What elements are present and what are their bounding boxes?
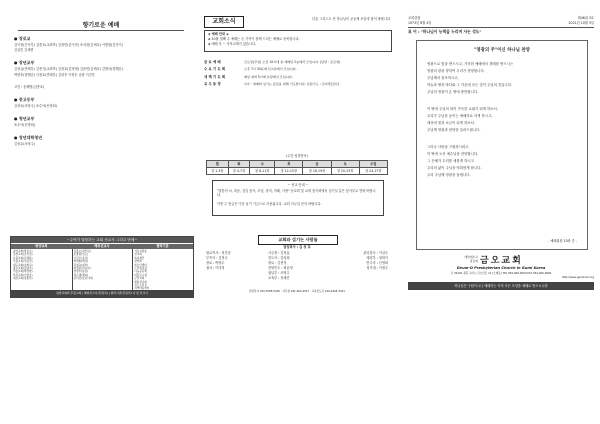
mission-column (72, 244, 134, 290)
middle-panel (204, 8, 390, 298)
news-items (204, 60, 390, 90)
schedule-day: 금 (303, 161, 331, 168)
mission-item: 동원교회(김세용) (13, 256, 33, 260)
church-name: 금오교회 (480, 256, 523, 266)
schedule-day: 화 (228, 161, 250, 168)
schedule-day: 토 (331, 161, 359, 168)
staff-rows (204, 251, 390, 281)
member-section (14, 36, 190, 52)
poem-line: 그러나 사람을 구원하시려고 (427, 145, 469, 149)
schedule-table (206, 160, 388, 175)
poem-line: 이 땅에 주님의 복이 가득한 교회가 되게 하소서. (427, 107, 498, 111)
mission-notice-line-1: "말씀의 씨, 복음, 섬김 봉사, 모임, 정의, 미래, 사랑" 선교회 및 교회 봉사회에서 섬기실 분은 봉사부로 연락 바랍니다. (217, 189, 376, 198)
staff-cell: 원로목사 : 정진강 (206, 251, 231, 255)
mission-item: 박세현(태국) (73, 260, 89, 264)
staff-cell: 찬양인도 : 최윤정 (268, 266, 293, 270)
poem-line: 주님께 영광과 찬양을 올려드립니다. (427, 128, 481, 132)
staff-title: 교회와 섬기는 사람들 (258, 235, 338, 245)
right-panel (408, 8, 594, 298)
mission-footer: 평양교회와 후원교회 | 해외선교사(후원처) | 협력기관(후원처) 다 및 선교사 (11, 290, 193, 297)
mission-item: 중앙교회(한동수) (13, 250, 33, 253)
mission-item: 김종오(필리핀) (73, 250, 91, 253)
notice-title: ◈ 예배 안내 ◈ (208, 32, 229, 36)
mission-item: 지역아동센터 (134, 287, 150, 291)
mission-banner: ~주여가 말씀하는 교회 선교사 그리고 단체~ (11, 237, 193, 243)
mission-item: 교도소선교 (134, 284, 147, 288)
member-section (14, 60, 190, 76)
staff-footer: 담임목사 010-3585-5326 · 사무실 031-463-4547 · 교육전도사 010-2265-3341 (249, 290, 345, 293)
notice-box (204, 30, 392, 52)
church-address: 우 39101 경북 구미시 금오산로 12 (오태동) TEL 054-000-0000 FAX 054-000-0000 (450, 272, 552, 275)
denomination-line-2: 장로회 (469, 258, 478, 263)
staff-cell: 교육부 : 신혜진 (268, 276, 290, 280)
mission-item: 대전교회(임종후) (13, 277, 33, 281)
poem-line: 주님께서 창조하시고, (427, 76, 459, 80)
mission-columns (11, 244, 193, 290)
bottom-banner: 하나님은 구원이시니 예배하는 자의 모든 모임을 예배로 받으시니라 (408, 282, 594, 290)
poem-line: 우리 주님께 영광을 돌립니다. (427, 173, 471, 177)
mission-notice-line-2: 이번 주 헌금은 이웃 돕기 기금으로 사용됩니다. 교회 사무실 문의 바랍니다. (217, 202, 322, 206)
left-panel (8, 8, 194, 298)
mission-item: 나눔공동체 (134, 270, 147, 274)
issue-date: 2021년 10월 3일 (568, 21, 594, 25)
section-line: 김유민 김세현 (14, 48, 34, 53)
denomination-line-1: 대한예수교 (464, 255, 478, 259)
mission-item: 최정민(러시아) (73, 267, 91, 271)
mission-column-list (132, 249, 193, 292)
staff-cell: 사무장 : 김정훈 (268, 251, 290, 255)
mission-item: 미혼모시설 (134, 273, 147, 277)
schedule-title: 《주간 성경통독》 (284, 154, 310, 158)
mission-column-list (72, 249, 133, 282)
mission-column-header: 협력기관 (132, 244, 193, 249)
mission-item: 군선교회 (134, 277, 145, 281)
poem-title: "영광의 주"이신 하나님 찬양 (474, 48, 530, 53)
poem-line: 세상에 빛과 소금이 되게 하소서. (427, 121, 475, 125)
mission-item: 장학회 (134, 260, 142, 264)
section-line: 김이현(은사부) 김종호(교회학) 김정민(김이현) 조석현(김세호) 이범형(김민기) (14, 43, 123, 47)
notice-line-1: ◈ 10월 첫째 주 예배는 온 가족이 함께 드리는 예배로 준비합니다. (208, 37, 300, 41)
mission-notice-title: ~ 선교 안내 ~ (287, 183, 309, 187)
member-section (14, 135, 190, 146)
news-header-note: 다음 그리스도 안 하나님의 공동체 모임에 참석 바랍니다 (312, 17, 390, 21)
poem-line: 하늘과 땅과 바다와 그 가운데 모든 것이 주님의 것입니다. (427, 83, 513, 87)
news-item-text: 오후 7시 30분에 선교관에서 모입니다. (244, 67, 297, 72)
church-website: http://www.geumoch.org (561, 276, 594, 279)
news-title: 교회소식 (204, 16, 244, 28)
news-item-text: 이수 · 예배와 섬기는 분들을 위해 기도합시다. 입원기도 : 김미경(집사) (244, 82, 339, 87)
news-item (204, 67, 390, 71)
schedule-reading: 창 1-3장 (207, 168, 229, 175)
mission-column (11, 244, 73, 290)
mission-table-box (10, 236, 194, 298)
section-line: 김성호(조영주) (14, 142, 35, 147)
mission-item: 정은혜(케냐) (73, 273, 89, 277)
denomination (456, 256, 478, 264)
mission-item: 수원교회(서동진) (13, 260, 33, 264)
section-line: 박영후(향해순) 이정호(연세부) 김성후 이정순 공원 이진후 (14, 72, 95, 77)
poem-line: 영광으로 빛을 받으시고, 거룩한 예배에서 경배를 받으시는 (427, 62, 514, 66)
news-item-label: 수 요 기 도 회 (204, 67, 226, 72)
news-item (204, 60, 390, 64)
poem-line: 이 땅에 오신 예수님을 찬양합니다. (427, 152, 479, 156)
staff-cell: 장로 : 김현석 (268, 261, 287, 265)
member-section (14, 85, 190, 89)
poem-stanza (427, 106, 579, 134)
member-sections (14, 36, 190, 155)
schedule-reading: 창 12-15장 (275, 168, 303, 175)
schedule-day: 월 (207, 161, 229, 168)
mission-item: 김천교회(조석진) (13, 253, 33, 257)
news-item-text: 금요일(주일) 오전 10시에 본 예배당 2층에서 모입니다. (담당 : 조은영) (244, 60, 341, 64)
issue-number: 제46권 3호 (577, 16, 594, 20)
staff-cell: 관리집사 : 이상수 (363, 251, 388, 255)
mission-item: 노인복지관 (134, 267, 147, 271)
mission-column-list (11, 249, 72, 282)
section-heading: ● 장년대학청년 (14, 135, 43, 141)
section-heading: ● 장로교 (14, 36, 31, 41)
news-item (204, 82, 390, 86)
founded-label: 교회설립 (408, 16, 421, 20)
mission-column-header: 평양교회 (11, 244, 72, 249)
mission-column-header: 해외선교사 (72, 244, 133, 249)
mission-item: 청소년센터 (134, 263, 147, 267)
poem-line: 우리가 주님을 높이는 예배자로 서게 하시고, (427, 114, 493, 118)
church-motto: 표 어 : "하나님이 능력을 누리며 사는 성도" (408, 29, 482, 34)
staff-cell: 부목사 : 김정우 (206, 256, 228, 260)
staff-cell: 재정부 : 정회식 (366, 256, 388, 260)
mission-item: 김영숙(일본) (73, 263, 89, 267)
member-section (14, 97, 190, 108)
notice-line-2: ◈ 예배 후 ~ 식탁교제가 있습니다. (208, 42, 257, 46)
schedule-day: 주일 (359, 161, 387, 168)
mission-item: 선교회 (134, 253, 142, 257)
schedule-day: 수 (250, 161, 275, 168)
poem-stanza (427, 61, 579, 96)
staff-row (204, 276, 390, 281)
mission-item: 광주교회(김영수) (13, 267, 33, 271)
staff-cell (204, 276, 266, 281)
poem-line: 그 은혜가 우리를 새롭게 하시고 (427, 159, 474, 163)
staff-cell: 전도사 : 김성희 (268, 256, 290, 260)
schedule-reading: 창 20-23장 (331, 168, 359, 175)
mission-notice-box (212, 180, 384, 216)
schedule-reading: 창 24-27장 (359, 168, 387, 175)
section-heading: ● 장년교부 (14, 60, 35, 66)
section-line: 김성유(연세부) 김종기(교회학) 김정호(김영재) 김준민(김세호) 김명서(향해순) (14, 67, 123, 72)
schedule-reading: 창 16-19장 (303, 168, 331, 175)
mission-item: 병원선교회 (134, 280, 147, 284)
staff-cell: 청년부 : 조영수 (268, 271, 290, 275)
section-heading: ● 중고등부 (14, 97, 35, 103)
church-name-english: Geum-O Presbyterian Church in Gumi Korea (456, 266, 546, 270)
mission-item: 대구교회(조희숙) (13, 263, 33, 267)
poem-line: 영광의 왕을 향하여 우리가 찬양합니다. (427, 69, 485, 73)
staff-cell: 성가대 : 이영주 (366, 266, 388, 270)
founded-date: 1973년 8월 4일 (408, 21, 432, 25)
staff-cell: 장로 : 박영수 (206, 261, 225, 265)
poem-line: 주님의 영광이 온 땅에 충만합니다. (427, 90, 479, 94)
section-line: 고인 : 송해영(김종호) (14, 84, 45, 89)
mission-item: 이진우(중국) (73, 256, 89, 260)
news-item-label: 금 요 예 배 (204, 60, 221, 64)
member-section (14, 116, 190, 127)
news-item-text: 매일 새벽 5시에 본당에서 모입니다. (244, 74, 293, 79)
staff-sub: 담임목사 : 김 성 호 (283, 245, 311, 249)
staff-cell: 반주자 : 신영희 (366, 261, 388, 265)
mission-item: 복지재단 (134, 256, 145, 260)
news-item-label: 새 벽 기 도 회 (204, 74, 226, 79)
staff-cell: 권사 : 이미경 (206, 266, 225, 270)
schedule-reading: 창 8-11장 (250, 168, 275, 175)
schedule-reading: 창 4-7장 (228, 168, 250, 175)
staff-cell (328, 276, 390, 281)
section-heading: ● 청년교부 (14, 116, 35, 122)
poem-box (416, 40, 588, 250)
news-item (204, 75, 390, 79)
mission-item: 기독교방송 (134, 250, 147, 253)
mission-item: 부산교회(이상호) (13, 273, 33, 277)
worship-title: 향기로운 예배 (82, 22, 120, 29)
poem-credit: - 예배위원 10장 중 - (548, 239, 577, 243)
poem-line: 우리의 삶이 주님을 영화롭게 합니다. (427, 166, 482, 170)
mission-item: 한상후(몽골) (73, 270, 89, 274)
news-item-label: 교 우 동 정 (204, 82, 221, 87)
section-line: 김성호(조영주) 조수아(신영희) (14, 104, 57, 109)
schedule-day: 목 (275, 161, 303, 168)
mission-column (132, 244, 193, 290)
section-line: 조수아(신영희) (14, 123, 35, 128)
poem-stanza (427, 144, 579, 179)
poem-body (427, 61, 579, 189)
mission-item: 서울교회(박정현) (13, 270, 33, 274)
mission-item: 윤서진(캄보디아) (73, 277, 94, 281)
mission-item: 조종환(인도) (73, 253, 89, 257)
